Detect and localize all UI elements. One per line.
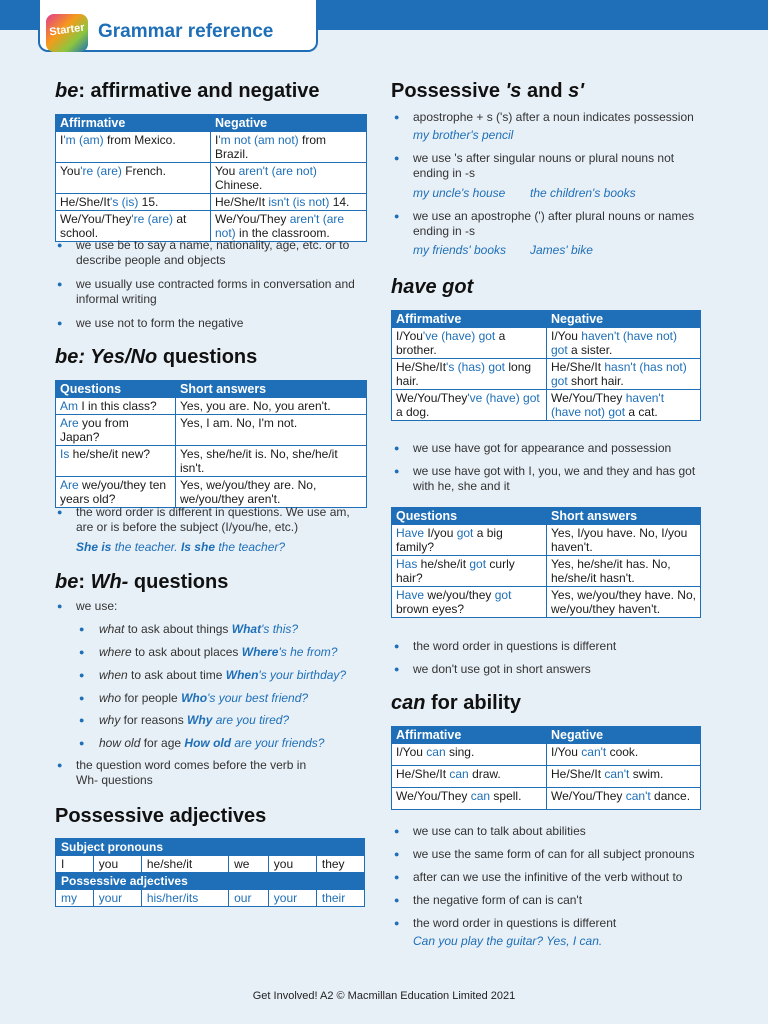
be-questions-table: Questions Short answers Am I in this class? Yes, you are. No, you aren't. Are you from Japan? Yes, I am. No, I'm not. Is he/she/it new? Yes, she/he/it is. No, she/he/it isn't. Are we/you/they ten years old? Yes, we/you/they are. No, we/you/they aren't. [55, 380, 367, 508]
example: my friends' books [413, 243, 506, 257]
heading-be-yes-no: be: Yes/No questions [55, 346, 258, 368]
have-got-questions-table: Questions Short answers Have I/you got a big family? Yes, I/you have. No, I/you haven't. Has he/she/it got curly hair? Yes, he/she/it has. No, he/she/it hasn't. Have we/you/they got brown eyes? Yes, we/you/they have. No, we/you/they haven't. [391, 507, 701, 618]
possessive-adjectives-table: Subject pronouns I you he/she/it we you they Possessive adjectives my your his/her/its our your their [55, 838, 365, 907]
bullet: ● we use 's after singular nouns or plural nouns not ending in -s [413, 151, 703, 181]
can-table: Affirmative Negative I/You can sing. I/You can't cook. He/She/It can draw. He/She/It can't swim. We/You/They can spell. We/You/They can't dance. [391, 726, 701, 810]
footer: Get Involved! A2 © Macmillan Education Limited 2021 [252, 990, 516, 1002]
bullet: ● we use: [76, 599, 366, 614]
table-row: You're (are) French. You aren't (are not) Chinese. [56, 163, 367, 194]
table-row: We/You/They can spell. We/You/They can't dance. [392, 788, 701, 810]
table-row: I/You can sing. I/You can't cook. [392, 744, 701, 766]
bullet: ● apostrophe + s ('s) after a noun indicates possession [413, 110, 713, 125]
table-row: I/You've (have) got a brother. I/You haven't (have not) got a sister. [392, 328, 701, 359]
wh-item: ● what to ask about things What's this? [99, 622, 298, 637]
example: my brother's pencil [413, 128, 514, 142]
bullet: ● we use have got for appearance and possession [413, 441, 703, 456]
heading-possessive-s: Possessive 's and s' [391, 80, 584, 102]
have-got-table: Affirmative Negative I/You've (have) got a brother. I/You haven't (have not) got a sister. He/She/It's (has) got long hair. He/She/It hasn't (has not) got short hair. We/You/They've (have) got a dog. We/You/They haven't (have not) got a cat. [391, 310, 701, 421]
table-row: Am I in this class? Yes, you are. No, you aren't. [56, 398, 367, 415]
bullet: ● we don't use got in short answers [413, 662, 703, 677]
example: the children's books [530, 186, 636, 200]
bullet: ● we use an apostrophe (') after plural nouns or names ending in -s [413, 209, 703, 239]
be-affirmative-table: Affirmative Negative I'm (am) from Mexico. I'm not (am not) from Brazil. You're (are) French. You aren't (are not) Chinese. He/She/It's (is) 15. He/She/It isn't (is not) 14. We/You/They're (are) at school. We/You/They aren't (are not) in the classroom. [55, 114, 367, 242]
heading-be-affirmative: be: affirmative and negative [55, 80, 320, 102]
wh-item: ● why for reasons Why are you tired? [99, 713, 289, 728]
bullet: ● after can we use the infinitive of the verb without to [413, 870, 713, 885]
table-row: Have I/you got a big family? Yes, I/you have. No, I/you haven't. [392, 525, 701, 556]
bullet: ● the word order in questions is different [413, 916, 713, 931]
heading-can: can for ability [391, 692, 522, 714]
bullet: ● we use not to form the negative [76, 316, 366, 331]
bullet: ● we use can to talk about abilities [413, 824, 713, 839]
table-row: He/She/It's (has) got long hair. He/She/It hasn't (has not) got short hair. [392, 359, 701, 390]
example: James' bike [530, 243, 593, 257]
bullet: ● we use have got with I, you, we and they and has got with he, she and it [413, 464, 703, 494]
bullet: ● the word order in questions is different [413, 639, 703, 654]
bullet: ● the question word comes before the verb in Wh- questions [76, 758, 326, 788]
table-row: Is he/she/it new? Yes, she/he/it is. No, she/he/it isn't. [56, 446, 367, 477]
example: Can you play the guitar? Yes, I can. [413, 934, 603, 948]
bullet: ● we use be to say a name, nationality, age, etc. or to describe people and objects [76, 238, 366, 268]
table-row: my your his/her/its our your their [56, 890, 365, 907]
starter-logo [46, 14, 88, 52]
wh-item: ● when to ask about time When's your birthday? [99, 668, 346, 683]
heading-have-got: have got [391, 276, 474, 298]
table-row: Has he/she/it got curly hair? Yes, he/she/it has. No, he/she/it hasn't. [392, 556, 701, 587]
bullet: ● we usually use contracted forms in conversation and informal writing [76, 277, 366, 307]
page-title: Grammar reference [98, 21, 274, 42]
wh-item: ● where to ask about places Where's he from? [99, 645, 337, 660]
table-row: Have we/you/they got brown eyes? Yes, we/you/they have. No, we/you/they haven't. [392, 587, 701, 618]
bullet: ● the negative form of can is can't [413, 893, 713, 908]
table-row: I'm (am) from Mexico. I'm not (am not) from Brazil. [56, 132, 367, 163]
wh-item: ● who for people Who's your best friend? [99, 691, 308, 706]
table-row: I you he/she/it we you they [56, 856, 365, 873]
heading-wh-questions: be: Wh- questions [55, 571, 229, 593]
table-row: We/You/They're (are) at school. We/You/They aren't (are not) in the classroom. [56, 211, 367, 242]
table-row: He/She/It can draw. He/She/It can't swim. [392, 766, 701, 788]
example: She is the teacher. Is she the teacher? [76, 540, 286, 554]
heading-possessive-adjectives: Possessive adjectives [55, 805, 267, 827]
table-row: Are we/you/they ten years old? Yes, we/you/they are. No, we/you/they aren't. [56, 477, 367, 508]
bullet: ● we use the same form of can for all subject pronouns [413, 847, 713, 862]
example: my uncle's house [413, 186, 506, 200]
table-row: We/You/They've (have) got a dog. We/You/They haven't (have not) got a cat. [392, 390, 701, 421]
logo-text: Starter [48, 21, 86, 39]
bullet: ● the word order is different in questions. We use am, are or is before the subject (I/you/he, etc.) [76, 505, 366, 535]
table-row: Are you from Japan? Yes, I am. No, I'm not. [56, 415, 367, 446]
table-row: He/She/It's (is) 15. He/She/It isn't (is not) 14. [56, 194, 367, 211]
wh-item: ● how old for age How old are your friends? [99, 736, 324, 751]
